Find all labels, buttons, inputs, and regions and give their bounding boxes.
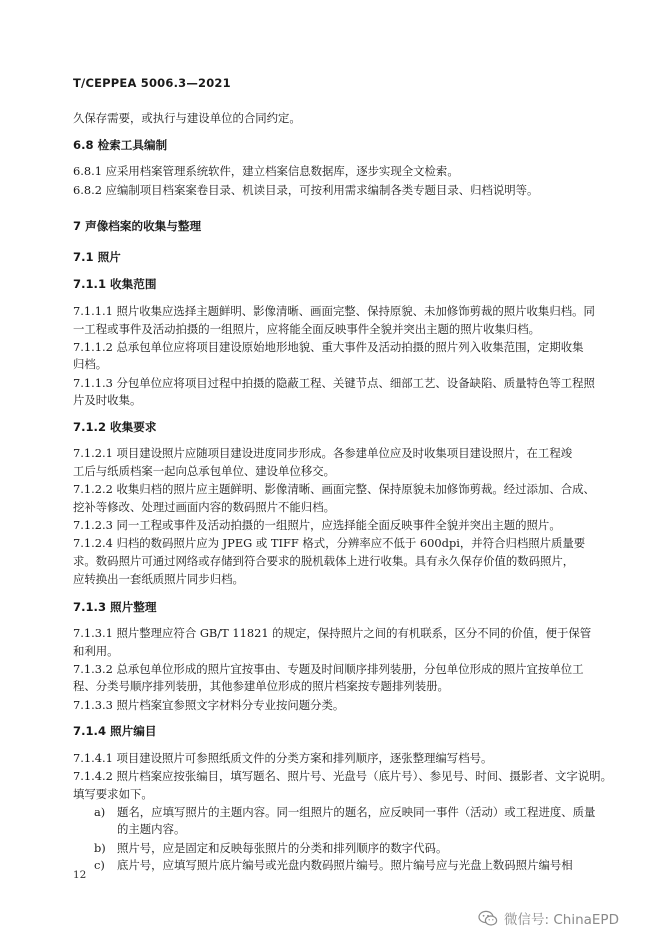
text-line: 一工程或事件及活动拍摄的一组照片，应将能全面反映事件全貌并突出主题的照片收集归档。: [73, 322, 541, 336]
section-heading-7-1: 7.1 照片: [73, 250, 121, 264]
text-line: 工后与纸质档案一起向总承包单位、建设单位移交。: [73, 464, 335, 478]
text-line: 程、分类号顺序排列装册，其他参建单位形成的照片档案按专题排列装册。: [73, 679, 449, 693]
clause-7-1-2-1: 7.1.2.1 项目建设照片应随项目建设进度同步形成。各参建单位应及时收集项目建设照片，在工程竣: [73, 446, 573, 460]
wechat-icon: [478, 910, 498, 927]
wechat-watermark: [478, 908, 619, 928]
section-heading-7-1-1: 7.1.1 收集范围: [73, 277, 157, 291]
list-item-b: 照片号，应是固定和反映每张照片的分类和排列顺序的数字代码。: [117, 841, 448, 855]
clause-7-1-4-2: 7.1.4.2 照片档案应按张编目，填写题名、照片号、光盘号（底片号）、参见号、时间、摄影者、文字说明。: [73, 769, 612, 783]
clause-7-1-1-3: 7.1.1.3 分包单位应将项目过程中拍摄的隐蔽工程、关键节点、细部工艺、设备缺陷、质量特色等工程照: [73, 376, 595, 390]
list-item-a-continued: 的主题内容。: [117, 822, 186, 836]
standard-code: T/CEPPEA 5006.3—2021: [73, 76, 231, 90]
text-line: 挖补等修改、处理过画面内容的数码照片不能归档。: [73, 500, 335, 514]
text-line: 求。数码照片可通过网络或存储到符合要求的脱机载体上进行收集。具有永久保存价值的数码照片，: [73, 554, 575, 568]
list-item-c: 底片号，应填写照片底片编号或光盘内数码照片编号。照片编号应与光盘上数码照片编号相: [117, 858, 573, 872]
clause-7-1-3-1: 7.1.3.1 照片整理应符合 GB/T 11821 的规定，保持照片之间的有机联系，区分不同的价值，便于保管: [73, 626, 592, 640]
clause-7-1-3-3: 7.1.3.3 照片档案宜参照文字材料分专业按问题分类。: [73, 698, 345, 712]
text-line: 归档。: [73, 357, 108, 371]
section-heading-7-1-2: 7.1.2 收集要求: [73, 420, 157, 434]
text-line: 久保存需要，或执行与建设单位的合同约定。: [73, 111, 301, 125]
page-number: 12: [73, 869, 87, 881]
clause-6-8-2: 6.8.2 应编制项目档案案卷目录、机读目录，可按利用需求编制各类专题目录、归档说明等。: [73, 183, 539, 197]
list-marker-c: c): [94, 858, 105, 872]
clause-7-1-2-2: 7.1.2.2 收集归档的照片应主题鲜明、影像清晰、画面完整、保持原貌未加修饰剪裁。经过添加、合成、: [73, 482, 595, 496]
clause-7-1-1-2: 7.1.1.2 总承包单位应将项目建设原始地形地貌、重大事件及活动拍摄的照片列入收集范围，定期收集: [73, 340, 584, 354]
section-heading-7: 7 声像档案的收集与整理: [73, 219, 202, 233]
section-heading-7-1-3: 7.1.3 照片整理: [73, 600, 157, 614]
clause-6-8-1: 6.8.1 应采用档案管理系统软件，建立档案信息数据库，逐步实现全文检索。: [73, 164, 459, 178]
clause-7-1-3-2: 7.1.3.2 总承包单位形成的照片宜按事由、专题及时间顺序排列装册，分包单位形成的照片宜按单位工: [73, 662, 584, 676]
list-marker-a: a): [94, 805, 106, 819]
clause-7-1-2-4: 7.1.2.4 归档的数码照片应为 JPEG 或 TIFF 格式，分辨率应不低于 600dpi，并符合归档照片质量要: [73, 536, 586, 550]
watermark-text: 微信号: ChinaEPD: [504, 912, 619, 928]
text-line: 填写要求如下。: [73, 787, 153, 801]
clause-7-1-2-3: 7.1.2.3 同一工程或事件及活动拍摄的一组照片，应选择能全面反映事件全貌并突出主题的照片。: [73, 518, 561, 532]
section-heading-6-8: 6.8 检索工具编制: [73, 138, 168, 152]
section-heading-7-1-4: 7.1.4 照片编目: [73, 724, 157, 738]
text-line: 应转换出一套纸质照片同步归档。: [73, 572, 244, 586]
text-line: 和利用。: [73, 644, 119, 658]
text-line: 片及时收集。: [73, 393, 142, 407]
list-marker-b: b): [94, 841, 106, 855]
clause-7-1-4-1: 7.1.4.1 项目建设照片可参照纸质文件的分类方案和排列顺序，逐张整理编写档号。: [73, 751, 493, 765]
clause-7-1-1-1: 7.1.1.1 照片收集应选择主题鲜明、影像清晰、画面完整、保持原貌、未加修饰剪裁的照片收集归档。同: [73, 304, 595, 318]
list-item-a: 题名，应填写照片的主题内容。同一组照片的题名，应反映同一事件（活动）或工程进度、质量: [117, 805, 596, 819]
